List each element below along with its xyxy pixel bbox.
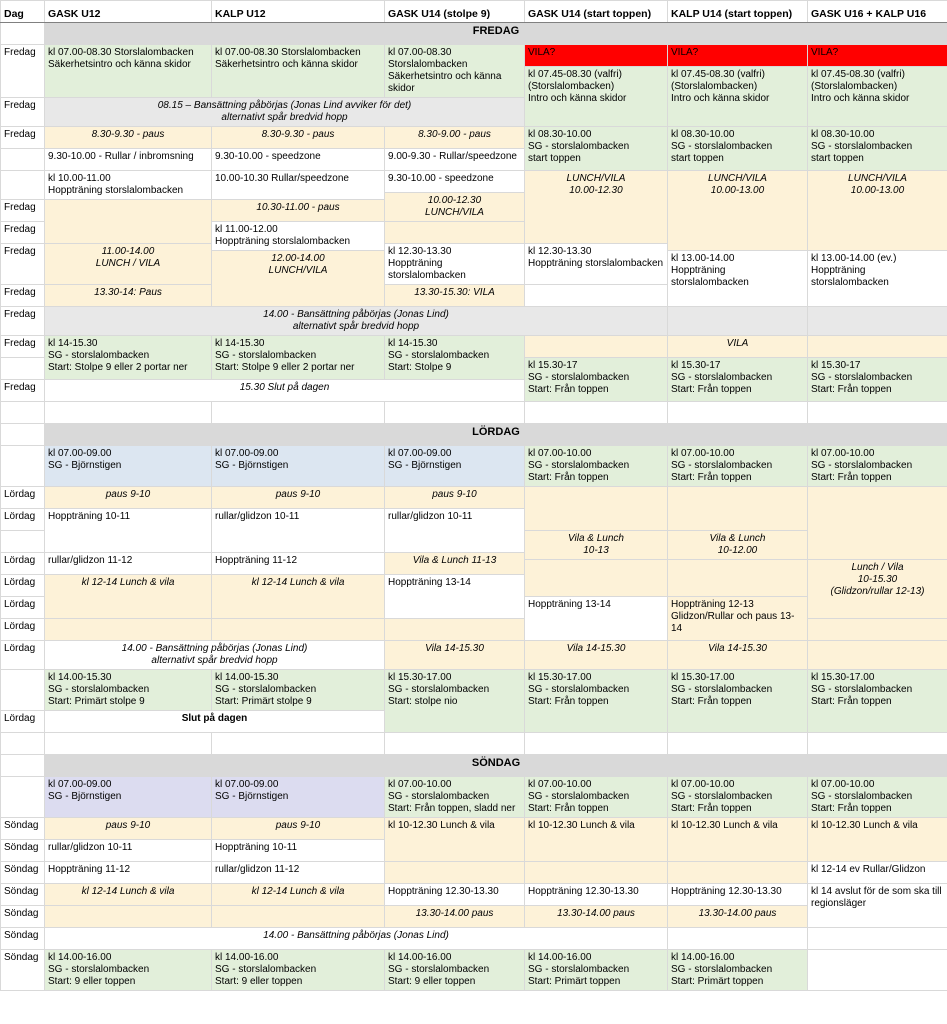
cell-fredag-gask14t-pad [525, 336, 668, 358]
cell-sondag-gask12-lunch: kl 12-14 Lunch & vila [45, 884, 212, 906]
day-label-lordag-3: Lördag [1, 487, 45, 509]
cell-fredag-gask12-intro: kl 07.00-08.30 Storslalombacken Säkerhetsintro och känna skidor [45, 45, 212, 98]
day-label-fredag-11: Fredag [1, 336, 45, 358]
cell-lordag-kalp14t-hopp: Hoppträning 12-13 Glidzon/Rullar och paus 13-14 [668, 597, 808, 641]
col-header-kalp-u14-toppen: KALP U14 (start toppen) [668, 1, 808, 23]
fredag-row-paus [1, 127, 947, 149]
cell-fredag-gask14t-vila: VILA? [525, 45, 668, 67]
col-header-gask-u12: GASK U12 [45, 1, 212, 23]
cell-fredag-gask14s9-paus-b: 13.30-14: Paus [45, 285, 212, 307]
cell-lordag-gask12-paus: paus 9-10 [45, 487, 212, 509]
cell-lordag-kalp14t-sg: kl 07.00-10.00 SG - storslalombacken Start: Från toppen [668, 446, 808, 487]
cell-lordag-gask12-sg2: kl 14.00-15.30 SG - storslalombacken Start: Primärt stolpe 9 [45, 670, 212, 711]
cell-fredag-gask14s9-sg: kl 14-15.30 SG - storslalombacken Start: Stolpe 9 [385, 336, 525, 380]
dayband-spacer [1, 23, 45, 45]
cell-fredag-bansattning-2-c [808, 307, 947, 336]
sondag-row-sg2 [1, 950, 947, 991]
dayband-fredag: FREDAG [45, 23, 947, 45]
sep-2-f [668, 733, 808, 755]
cell-sondag-kalp14t-hopp: Hoppträning 12.30-13.30 [668, 884, 808, 906]
cell-fredag-gask12-sg: kl 14-15.30 SG - storslalombacken Start: Stolpe 9 eller 2 portar ner [45, 336, 212, 380]
table-header-row [1, 1, 947, 23]
cell-lordag-kalp12-sg2: kl 14.00-15.30 SG - storslalombacken Start: Primärt stolpe 9 [212, 670, 385, 711]
cell-sondag-kalp14t-lunch: kl 10-12.30 Lunch & vila [668, 818, 808, 862]
separator-row-1 [1, 402, 947, 424]
cell-fredag-gask16-hopp: kl 13.00-14.00 (ev.) Hoppträning storslalombacken [808, 251, 947, 307]
day-label-fredag-5 [1, 171, 45, 200]
sondag-row-paus1330 [1, 906, 947, 928]
cell-fredag-bansattning-1: 08.15 – Bansättning påbörjas (Jonas Lind avviker för det) alternativt spår bredvid hopp [45, 98, 525, 127]
day-label-fredag-10: Fredag [1, 307, 45, 336]
cell-lordag-gask14t-pad2 [525, 560, 668, 597]
day-label-sondag-7: Söndag [1, 906, 45, 928]
cell-lordag-kalp14t-vila2: Vila 14-15.30 [668, 641, 808, 670]
cell-fredag-kalp14t-sg: kl 08.30-10.00 SG - storslalombacken start toppen [668, 127, 808, 171]
day-label-sondag-4: Söndag [1, 840, 45, 862]
cell-fredag-gask14s9-lunch: 10.00-12.30 LUNCH/VILA [385, 193, 525, 222]
cell-sondag-kalp12-paus: paus 9-10 [212, 818, 385, 840]
day-label-fredag-8: Fredag [1, 244, 45, 285]
cell-fredag-gask14s9-rullar: 9.00-9.30 - Rullar/speedzone [385, 149, 525, 171]
cell-lordag-bansattning: 14.00 - Bansättning påbörjas (Jonas Lind) alternativt spår bredvid hopp [45, 641, 385, 670]
cell-sondag-gask14s9-paus: 13.30-14.00 paus [385, 906, 525, 928]
col-header-gask-u14-toppen: GASK U14 (start toppen) [525, 1, 668, 23]
cell-sondag-gask14s9-sg2: kl 14.00-16.00 SG - storslalombacken Start: 9 eller toppen [385, 950, 525, 991]
day-label-fredag-6: Fredag [1, 200, 45, 222]
fredag-row-speedzone2 [1, 171, 947, 193]
sep-1-d [385, 402, 525, 424]
cell-lordag-gask16-pad3 [808, 641, 947, 670]
cell-fredag-gask16-lunch: LUNCH/VILA 10.00-13.00 [808, 171, 947, 251]
sep-1-g [808, 402, 947, 424]
cell-sondag-kalp12-sg2: kl 14.00-16.00 SG - storslalombacken Start: 9 eller toppen [212, 950, 385, 991]
cell-lordag-kalp12-paus: paus 9-10 [212, 487, 385, 509]
cell-lordag-kalp14t-vila-pad [668, 487, 808, 531]
cell-lordag-kalp12-sg: kl 07.00-09.00 SG - Björnstigen [212, 446, 385, 487]
cell-sondag-gask14t-hopp: Hoppträning 12.30-13.30 [525, 884, 668, 906]
sep-2-b [45, 733, 212, 755]
day-label-lordag-4: Lördag [1, 509, 45, 531]
cell-sondag-gask12-paus: paus 9-10 [45, 818, 212, 840]
dayband-fredag-row [1, 23, 947, 45]
cell-lordag-gask14s9-rullar: rullar/glidzon 10-11 [385, 509, 525, 553]
cell-sondag-gask12-sg: kl 07.00-09.00 SG - Björnstigen [45, 777, 212, 818]
cell-sondag-gask14t-paus: 13.30-14.00 paus [525, 906, 668, 928]
cell-sondag-gask14t-lunch: kl 10-12.30 Lunch & vila [525, 818, 668, 862]
cell-lordag-gask12-rullar: rullar/glidzon 11-12 [45, 553, 212, 575]
cell-sondag-kalp14t-sg: kl 07.00-10.00 SG - storslalombacken Start: Från toppen [668, 777, 808, 818]
day-label-lordag-7: Lördag [1, 575, 45, 597]
cell-fredag-kalp14t-vila: VILA? [668, 45, 808, 67]
cell-sondag-gask12-sg2: kl 14.00-16.00 SG - storslalombacken Start: 9 eller toppen [45, 950, 212, 991]
day-label-fredag-7: Fredag [1, 222, 45, 244]
cell-fredag-gask14s9-lunch-b [385, 222, 525, 244]
col-header-gask-kalp-u16: GASK U16 + KALP U16 [808, 1, 947, 23]
cell-fredag-gask14s9-hopp: kl 12.30-13.30 Hoppträning storslalombacken [385, 244, 525, 285]
cell-lordag-gask14s9-pad [385, 619, 525, 641]
cell-sondag-bansattning-c [808, 928, 947, 950]
cell-fredag-gask12-hopp: kl 10.00-11.00 Hoppträning storslalombacken [45, 171, 212, 200]
dayband-sondag-row [1, 755, 947, 777]
cell-lordag-gask12-hopp: Hoppträning 10-11 [45, 509, 212, 553]
dayband-sondag: SÖNDAG [45, 755, 947, 777]
cell-sondag-bansattning-b [668, 928, 808, 950]
sondag-row-paus [1, 818, 947, 840]
cell-lordag-gask14s9-sg3: kl 15.30-17.00 SG - storslalombacken Start: stolpe nio [385, 670, 525, 733]
cell-fredag-gask12-paus: 8.30-9.30 - paus [45, 127, 212, 149]
cell-lordag-gask16-sg: kl 07.00-10.00 SG - storslalombacken Start: Från toppen [808, 446, 947, 487]
cell-lordag-gask14s9-vila: Vila & Lunch 11-13 [385, 553, 525, 575]
cell-lordag-gask16-lunch: Lunch / Vila 10-15.30 (Glidzon/rullar 12-13) [808, 560, 947, 619]
cell-lordag-kalp12-hopp: Hoppträning 11-12 [212, 553, 385, 575]
cell-sondag-kalp12-lunch: kl 12-14 Lunch & vila [212, 884, 385, 906]
cell-fredag-gask14t-hopp: kl 12.30-13.30 Hoppträning storslalombacken [525, 244, 668, 285]
sep-2-e [525, 733, 668, 755]
day-label-lordag-8: Lördag [1, 597, 45, 619]
cell-fredag-gask16-pad [808, 336, 947, 358]
cell-sondag-gask14t-sg2: kl 14.00-16.00 SG - storslalombacken Start: Primärt toppen [525, 950, 668, 991]
cell-sondag-gask16-lunch: kl 10-12.30 Lunch & vila [808, 818, 947, 862]
cell-fredag-kalp14t-lunch: LUNCH/VILA 10.00-13.00 [668, 171, 808, 251]
fredag-row-sg [1, 336, 947, 358]
sep-1-e [525, 402, 668, 424]
day-label-lordag-6: Lördag [1, 553, 45, 575]
sep-2-a [1, 733, 45, 755]
day-label-fredag-4 [1, 149, 45, 171]
cell-sondag-gask16-avslut: kl 14 avslut för de som ska till regionsläger [808, 884, 947, 928]
cell-sondag-kalp12-hopp: Hoppträning 10-11 [212, 840, 385, 862]
cell-sondag-gask14t-pad [525, 862, 668, 884]
day-label-fredag-13: Fredag [1, 380, 45, 402]
cell-lordag-gask16-lunch-pad [808, 487, 947, 560]
cell-lordag-gask12-lunch: kl 12-14 Lunch & vila [45, 575, 212, 619]
cell-fredag-gask14t-sg: kl 08.30-10.00 SG - storslalombacken start toppen [525, 127, 668, 171]
cell-sondag-kalp12-pad [212, 906, 385, 928]
fredag-row-bansattning2 [1, 307, 947, 336]
cell-fredag-gask14t-lunch: LUNCH/VILA 10.00-12.30 [525, 171, 668, 244]
cell-fredag-bansattning-2-b [668, 307, 808, 336]
cell-lordag-gask14t-vila-pad [525, 487, 668, 531]
day-label-sondag-1 [1, 777, 45, 818]
cell-fredag-kalp12-lunch: 12.00-14.00 LUNCH/VILA [212, 251, 385, 307]
sep-1-a [1, 402, 45, 424]
col-header-gask-u14-stolpe9: GASK U14 (stolpe 9) [385, 1, 525, 23]
day-label-lordag-5 [1, 531, 45, 553]
cell-sondag-gask12-pad [45, 906, 212, 928]
cell-fredag-kalp12-intro: kl 07.00-08.30 Storslalombacken Säkerhetsintro och känna skidor [212, 45, 385, 98]
separator-row-2 [1, 733, 947, 755]
day-label-lordag-9: Lördag [1, 619, 45, 641]
sep-2-g [808, 733, 947, 755]
sep-1-f [668, 402, 808, 424]
lordag-row-bansattning [1, 641, 947, 670]
cell-fredag-gask12-lunch: 11.00-14.00 LUNCH / VILA [45, 244, 212, 285]
cell-lordag-kalp12-pad [212, 619, 385, 641]
cell-lordag-gask14s9-vila2: Vila 14-15.30 [385, 641, 525, 670]
col-header-dag: Dag [1, 1, 45, 23]
sep-2-c [212, 733, 385, 755]
day-label-sondag-5: Söndag [1, 862, 45, 884]
day-label-fredag-3: Fredag [1, 127, 45, 149]
cell-lordag-gask16-pad2 [808, 619, 947, 641]
cell-lordag-kalp14t-hopp-pad [668, 560, 808, 597]
cell-lordag-gask14t-vila: Vila & Lunch 10-13 [525, 531, 668, 560]
cell-sondag-kalp12-sg: kl 07.00-09.00 SG - Björnstigen [212, 777, 385, 818]
cell-lordag-gask14s9-sg: kl 07.00-09.00 SG - Björnstigen [385, 446, 525, 487]
cell-fredag-kalp12-paus-b: 10.30-11.00 - paus [212, 200, 385, 222]
cell-fredag-gask16-intro: kl 07.45-08.30 (valfri) (Storslalombacken) Intro och känna skidor [808, 67, 947, 127]
cell-lordag-kalp14t-sg3: kl 15.30-17.00 SG - storslalombacken Start: Från toppen [668, 670, 808, 733]
cell-fredag-gask12-rullar: 9.30-10.00 - Rullar / inbromsning [45, 149, 212, 171]
lordag-row-paus [1, 487, 947, 509]
cell-lordag-kalp12-lunch: kl 12-14 Lunch & vila [212, 575, 385, 619]
cell-sondag-gask12-hopp: Hoppträning 11-12 [45, 862, 212, 884]
cell-sondag-gask14s9-pad [385, 862, 525, 884]
cell-sondag-gask14s9-lunch: kl 10-12.30 Lunch & vila [385, 818, 525, 862]
cell-sondag-gask16-sg: kl 07.00-10.00 SG - storslalombacken Start: Från toppen [808, 777, 947, 818]
cell-sondag-gask14s9-sg: kl 07.00-10.00 SG - storslalombacken Start: Från toppen, sladd ner [385, 777, 525, 818]
day-label-sondag-3: Söndag [1, 818, 45, 840]
day-label-sondag-6: Söndag [1, 884, 45, 906]
day-label-lordag-12: Lördag [1, 711, 45, 733]
sep-2-d [385, 733, 525, 755]
cell-fredag-kalp12-speedzone: 9.30-10.00 - speedzone [212, 149, 385, 171]
cell-sondag-gask14s9-hopp: Hoppträning 12.30-13.30 [385, 884, 525, 906]
cell-lordag-gask12-sg: kl 07.00-09.00 SG - Björnstigen [45, 446, 212, 487]
cell-fredag-kalp14t-sg2: kl 15.30-17 SG - storslalombacken Start: Från toppen [668, 358, 808, 402]
dayband-lordag-row [1, 424, 947, 446]
cell-fredag-kalp12-hopp: kl 11.00-12.00 Hoppträning storslalombacken [212, 222, 385, 251]
cell-fredag-kalp12-paus: 8.30-9.30 - paus [212, 127, 385, 149]
sep-1-b [45, 402, 212, 424]
cell-lordag-slut: Slut på dagen [45, 711, 385, 733]
dayband-spacer-3 [1, 755, 45, 777]
day-label-sondag-9: Söndag [1, 950, 45, 991]
cell-fredag-kalp12-sg: kl 14-15.30 SG - storslalombacken Start: Stolpe 9 eller 2 portar ner [212, 336, 385, 380]
day-label-fredag-9: Fredag [1, 285, 45, 307]
cell-fredag-kalp14t-intro: kl 07.45-08.30 (valfri) (Storslalombacken) Intro och känna skidor [668, 67, 808, 127]
cell-fredag-gask16-vila: VILA? [808, 45, 947, 67]
cell-fredag-gask16-sg: kl 08.30-10.00 SG - storslalombacken start toppen [808, 127, 947, 171]
cell-lordag-gask16-sg3: kl 15.30-17.00 SG - storslalombacken Start: Från toppen [808, 670, 947, 733]
cell-lordag-gask14s9-hopp: Hoppträning 13-14 [385, 575, 525, 619]
day-label-lordag-10: Lördag [1, 641, 45, 670]
cell-sondag-bansattning: 14.00 - Bansättning påbörjas (Jonas Lind) [45, 928, 668, 950]
cell-lordag-gask12-pad [45, 619, 212, 641]
cell-fredag-gask16-sg2: kl 15.30-17 SG - storslalombacken Start: Från toppen [808, 358, 947, 402]
cell-sondag-gask14t-sg: kl 07.00-10.00 SG - storslalombacken Start: Från toppen [525, 777, 668, 818]
col-header-kalp-u12: KALP U12 [212, 1, 385, 23]
cell-fredag-gask14s9-paus: 8.30-9.00 - paus [385, 127, 525, 149]
cell-lordag-gask14t-vila2: Vila 14-15.30 [525, 641, 668, 670]
cell-fredag-gask14t-vila-b: 13.30-15.30: VILA [385, 285, 525, 307]
dayband-spacer-2 [1, 424, 45, 446]
dayband-lordag: LÖRDAG [45, 424, 947, 446]
day-label-fredag-12 [1, 358, 45, 380]
cell-fredag-gask14s9-speedzone2: 9.30-10.00 - speedzone [385, 171, 525, 193]
day-label-fredag-2: Fredag [1, 98, 45, 127]
cell-sondag-kalp14t-pad [668, 862, 808, 884]
cell-lordag-kalp12-rullar: rullar/glidzon 10-11 [212, 509, 385, 553]
sep-1-c [212, 402, 385, 424]
cell-fredag-bansattning-2: 14.00 - Bansättning påbörjas (Jonas Lind) alternativt spår bredvid hopp [45, 307, 668, 336]
sondag-row-bansattning [1, 928, 947, 950]
cell-fredag-gask14t-sg2: kl 15.30-17 SG - storslalombacken Start: Från toppen [525, 358, 668, 402]
day-label-fredag: Fredag [1, 45, 45, 98]
cell-lordag-gask14s9-paus: paus 9-10 [385, 487, 525, 509]
cell-sondag-kalp12-rullar: rullar/glidzon 11-12 [212, 862, 385, 884]
cell-fredag-gask14s9-intro: kl 07.00-08.30 Storslalombacken Säkerhetsintro och känna skidor [385, 45, 525, 98]
day-label-sondag-8: Söndag [1, 928, 45, 950]
cell-fredag-slut: 15.30 Slut på dagen [45, 380, 525, 402]
cell-lordag-kalp14t-vila: Vila & Lunch 10-12.00 [668, 531, 808, 560]
cell-sondag-kalp14t-paus: 13.30-14.00 paus [668, 906, 808, 928]
day-label-lordag-1 [1, 446, 45, 487]
cell-fredag-kalp14t-hopp: kl 13.00-14.00 Hoppträning storslalombacken [668, 251, 808, 307]
fredag-row-1 [1, 45, 947, 67]
cell-fredag-gask14t-intro: kl 07.45-08.30 (valfri) (Storslalombacken) Intro och känna skidor [525, 67, 668, 127]
cell-fredag-gask12-lunch-a [45, 200, 212, 244]
cell-lordag-gask14t-hopp: Hoppträning 13-14 [525, 597, 668, 641]
cell-sondag-gask16-empty [808, 950, 947, 991]
cell-lordag-gask14t-sg: kl 07.00-10.00 SG - storslalombacken Start: Från toppen [525, 446, 668, 487]
cell-lordag-gask14t-sg3: kl 15.30-17.00 SG - storslalombacken Start: Från toppen [525, 670, 668, 733]
cell-sondag-gask16-rullar: kl 12-14 ev Rullar/Glidzon [808, 862, 947, 884]
cell-sondag-kalp14t-sg2: kl 14.00-16.00 SG - storslalombacken Start: Primärt toppen [668, 950, 808, 991]
cell-fredag-kalp12-rullar: 10.00-10.30 Rullar/speedzone [212, 171, 385, 200]
cell-fredag-kalp14t-vila-label: VILA [668, 336, 808, 358]
day-label-lordag-11 [1, 670, 45, 711]
sondag-row-hopp [1, 862, 947, 884]
cell-sondag-gask12-rullar: rullar/glidzon 10-11 [45, 840, 212, 862]
